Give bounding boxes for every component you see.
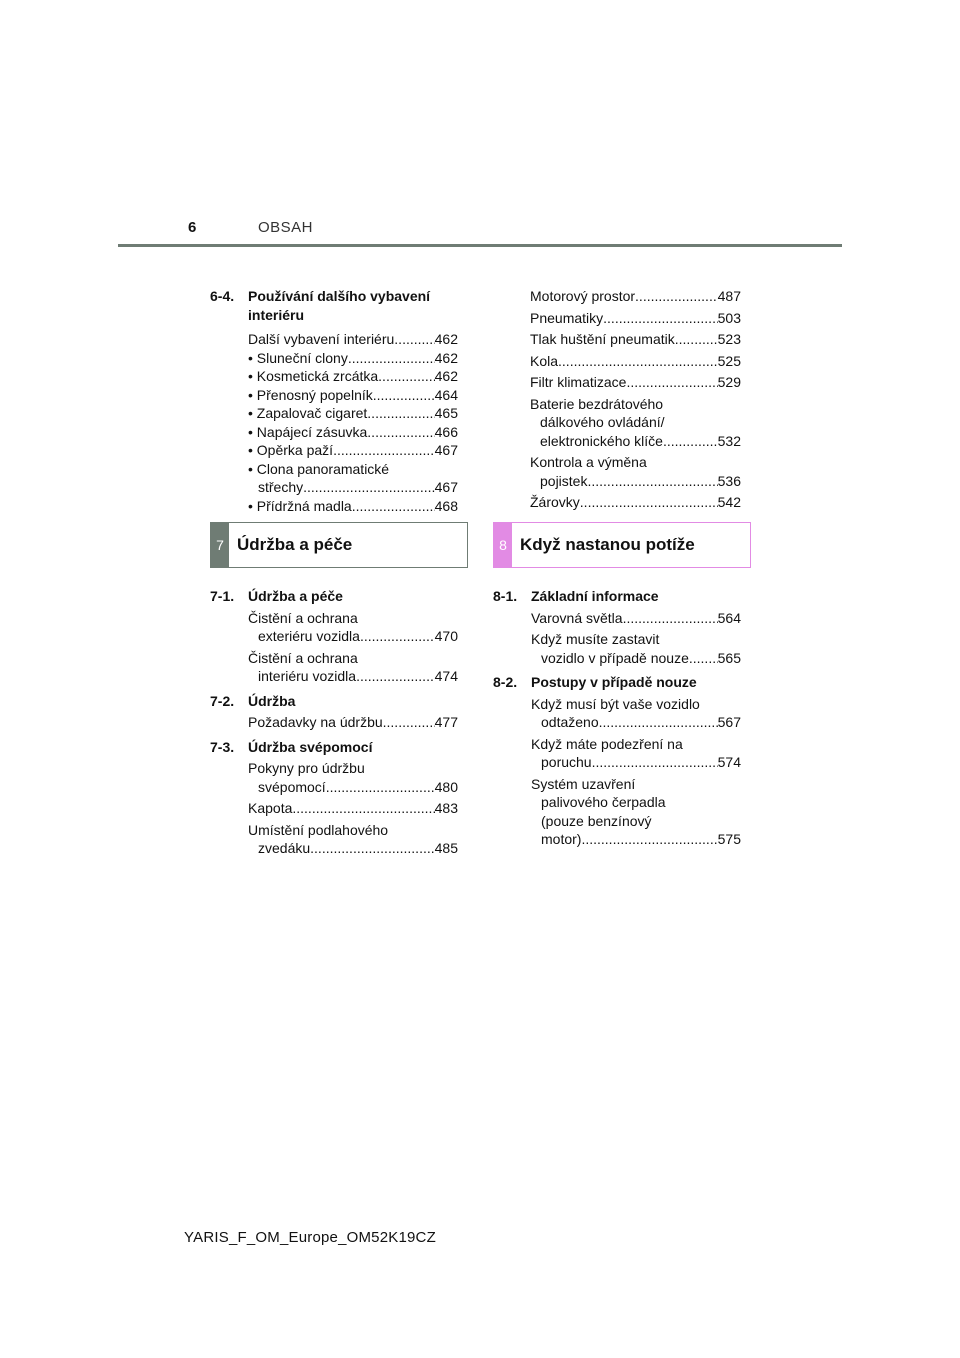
section-heading: 7-2. Údržba [210, 692, 296, 709]
toc-right-top [530, 287, 741, 512]
toc-entry[interactable]: Žárovky ..... 542 [530, 493, 741, 512]
toc-entry[interactable]: Pneumatiky ..... 503 [530, 309, 741, 328]
toc-entry[interactable]: Kapota ..... 483 [210, 799, 458, 818]
toc-entry[interactable]: interiéru vozidla ..... 474 [210, 667, 458, 686]
toc-entry[interactable]: Tlak huštění pneumatik ..... 523 [530, 330, 741, 349]
toc-entry-line: (pouze benzínový [541, 812, 652, 829]
toc-chapter-7 [210, 587, 458, 858]
toc-entry-line: Baterie bezdrátového [530, 395, 664, 412]
toc-entry-line: • Clona panoramatické [248, 460, 390, 477]
toc-entry[interactable]: Filtr klimatizace ..... 529 [530, 373, 741, 392]
toc-entry[interactable]: Požadavky na údržbu ..... 477 [210, 713, 458, 732]
toc-entry-line: Čistění a ochrana [248, 649, 358, 666]
toc-entry[interactable]: Motorový prostor ..... 487 [530, 287, 741, 306]
toc-entry[interactable]: • Kosmetická zrcátka ..... 462 [210, 367, 458, 386]
chapter-tab: 7 [211, 523, 229, 567]
document-code-footer: YARIS_F_OM_Europe_OM52K19CZ [184, 1229, 436, 1246]
toc-section-6-4 [210, 287, 458, 515]
toc-entry-line: Pokyny pro údržbu [248, 760, 365, 776]
toc-entry[interactable]: • Sluneční clony ..... 462 [210, 349, 458, 368]
page-header-title: OBSAH [258, 219, 314, 236]
toc-entry[interactable]: Varovná světla ..... 564 [493, 609, 741, 628]
section-heading: 7-1. Údržba a péče [210, 588, 343, 604]
toc-entry-line: dálkového ovládání/ [540, 414, 665, 430]
toc-entry[interactable]: svépomocí ..... 480 [210, 778, 458, 797]
toc-entry-line: Když máte podezření na [531, 735, 683, 752]
toc-entry[interactable]: Další vybavení interiéru ..... 462 [210, 330, 458, 349]
toc-entry-line: Kontrola a výměna [530, 454, 647, 470]
toc-entry[interactable]: motor). ..... 575 [493, 830, 741, 849]
page-number: 6 [188, 219, 197, 236]
chapter-title: Údržba a péče [237, 535, 353, 554]
section-number: 6-4. [210, 288, 235, 304]
chapter-8-header[interactable] [493, 522, 751, 568]
toc-entry[interactable]: odtaženo ..... 567 [493, 713, 741, 732]
chapter-tab: 8 [494, 523, 512, 567]
toc-entry[interactable]: elektronického klíče ..... 532 [530, 432, 741, 451]
toc-entry[interactable]: zvedáku ..... 485 [210, 839, 458, 858]
toc-entry-line: Čistění a ochrana [248, 609, 358, 626]
section-heading [210, 287, 458, 324]
toc-entry-line: Systém uzavření [531, 775, 636, 792]
toc-entry[interactable]: exteriéru vozidla ..... 470 [210, 627, 458, 646]
toc-entry[interactable]: • Napájecí zásuvka ..... 466 [210, 423, 458, 442]
toc-entry-line: palivového čerpadla [541, 794, 666, 810]
section-heading: 8-2. Postupy v případě nouze [493, 674, 697, 690]
toc-entry[interactable]: • Přenosný popelník ..... 464 [210, 386, 458, 405]
chapter-title: Když nastanou potíže [520, 535, 695, 554]
toc-entry[interactable]: vozidlo v případě nouze ..... 565 [493, 649, 741, 668]
toc-entry[interactable]: střechy ..... 467 [210, 478, 458, 497]
toc-chapter-8 [493, 587, 741, 849]
chapter-7-header[interactable] [210, 522, 468, 568]
section-heading: 8-1. Základní informace [493, 588, 659, 604]
toc-entry[interactable]: Kola ..... 525 [530, 352, 741, 371]
section-heading: 7-3. Údržba svépomocí [210, 738, 373, 755]
toc-entry-line: Když musí být vaše vozidlo [531, 695, 700, 712]
header-rule [118, 244, 842, 247]
toc-entry-line: Když musíte zastavit [531, 631, 660, 647]
toc-entry[interactable]: poruchu ..... 574 [493, 753, 741, 772]
toc-entry[interactable]: • Přídržná madla ..... 468 [210, 497, 458, 516]
toc-entry[interactable]: • Opěrka paží ..... 467 [210, 441, 458, 460]
toc-entry[interactable]: pojistek ..... 536 [530, 472, 741, 491]
section-title: Používání dalšího vybavení interiéru [248, 288, 431, 323]
toc-entry[interactable]: • Zapalovač cigaret ..... 465 [210, 404, 458, 423]
toc-entry-line: Umístění podlahového [248, 821, 389, 838]
